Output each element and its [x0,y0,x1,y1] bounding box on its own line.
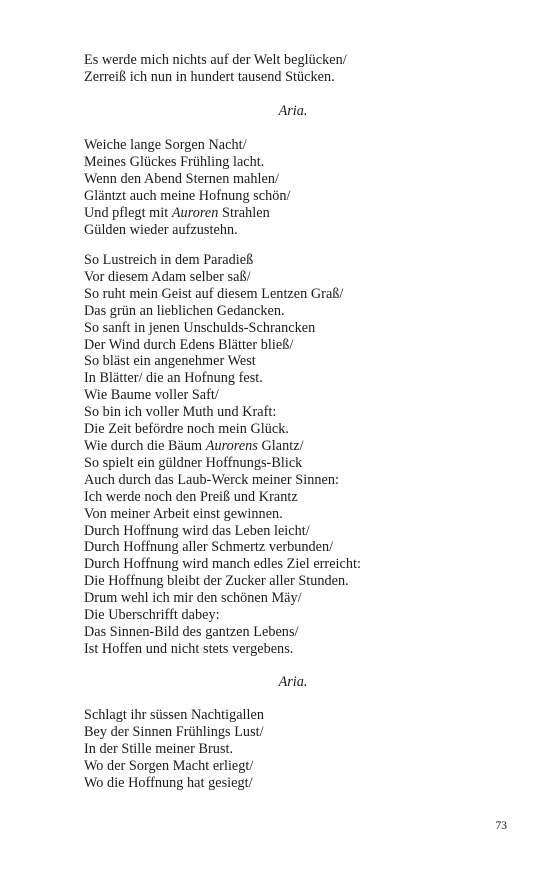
verse-line: Von meiner Arbeit einst gewinnen. [84,505,283,522]
verse-line: Gülden wieder aufzustehn. [84,221,238,238]
verse-line: So bläst ein angenehmer West [84,353,256,370]
verse-line: So spielt ein güldner Hoffnungs-Blick [84,454,303,471]
verse-line: Wie Baume voller Saft/ [84,387,219,404]
verse-line: Es werde mich nichts auf der Welt beglücken/ [84,52,347,68]
verse-line: Die Zeit befördre noch mein Glück. [84,421,289,438]
verse-line: Gläntzt auch meine Hofnung schön/ [84,187,291,204]
verse-line: In der Stille meiner Brust. [84,740,234,757]
verse-line: Schlagt ihr süssen Nachtigallen [84,707,265,723]
verse-line: Vor diesem Adam selber saß/ [84,268,251,285]
verse-line: In Blätter/ die an Hofnung fest. [84,370,263,387]
verse-segment: Wie durch die Bäum [84,437,206,454]
opening-couplet [84,52,484,86]
aria-heading: Aria. [278,103,308,119]
verse-line [84,205,484,222]
verse-line [84,438,484,455]
verse-line: Das grün an lieblichen Gedancken. [84,302,285,319]
italic-name: Aurorens [205,437,258,454]
verse-line: Zerreiß ich nun in hundert tausend Stücken. [84,68,335,85]
verse-line: So Lustreich in dem Paradieß [84,252,254,268]
verse-line: Die Hoffnung bleibt der Zucker aller Stunden. [84,573,349,590]
verse-segment: Und pflegt mit [84,204,172,221]
verse-line: Durch Hoffnung wird das Leben leicht/ [84,522,310,539]
verse-line: Auch durch das Laub-Werck meiner Sinnen: [84,471,339,488]
verse-line: Wo der Sorgen Macht erliegt/ [84,757,254,774]
verse-line: Wenn den Abend Sternen mahlen/ [84,170,279,187]
verse-line: Weiche lange Sorgen Nacht/ [84,137,247,153]
aria-heading: Aria. [278,674,308,690]
verse-line: Bey der Sinnen Frühlings Lust/ [84,723,264,740]
verse-line: Die Uberschrifft dabey: [84,607,220,624]
page-number: 73 [495,820,507,832]
verse-segment: Glantz/ [257,437,304,454]
aria2-stanza1 [84,707,484,792]
verse-segment: Strahlen [218,204,270,221]
aria1-stanza1 [84,137,484,238]
italic-name: Auroren [171,204,219,221]
verse-line: Meines Glückes Frühling lacht. [84,153,265,170]
verse-line: Durch Hoffnung aller Schmertz verbunden/ [84,539,334,556]
verse-line: Wo die Hoffnung hat gesiegt/ [84,774,253,791]
verse-line: So ruht mein Geist auf diesem Lentzen Graß/ [84,285,344,302]
verse-line: Das Sinnen-Bild des gantzen Lebens/ [84,623,299,640]
verse-line: Drum wehl ich mir den schönen Mäy/ [84,590,302,607]
aria1-stanza2 [84,252,484,658]
verse-line: Ich werde noch den Preiß und Krantz [84,488,298,505]
verse-line: Der Wind durch Edens Blätter bließ/ [84,336,294,353]
verse-line: So sanft in jenen Unschulds-Schrancken [84,319,316,336]
verse-line: Durch Hoffnung wird manch edles Ziel erreicht: [84,556,362,573]
verse-line: So bin ich voller Muth und Kraft: [84,404,277,421]
verse-line: Ist Hoffen und nicht stets vergebens. [84,640,294,657]
